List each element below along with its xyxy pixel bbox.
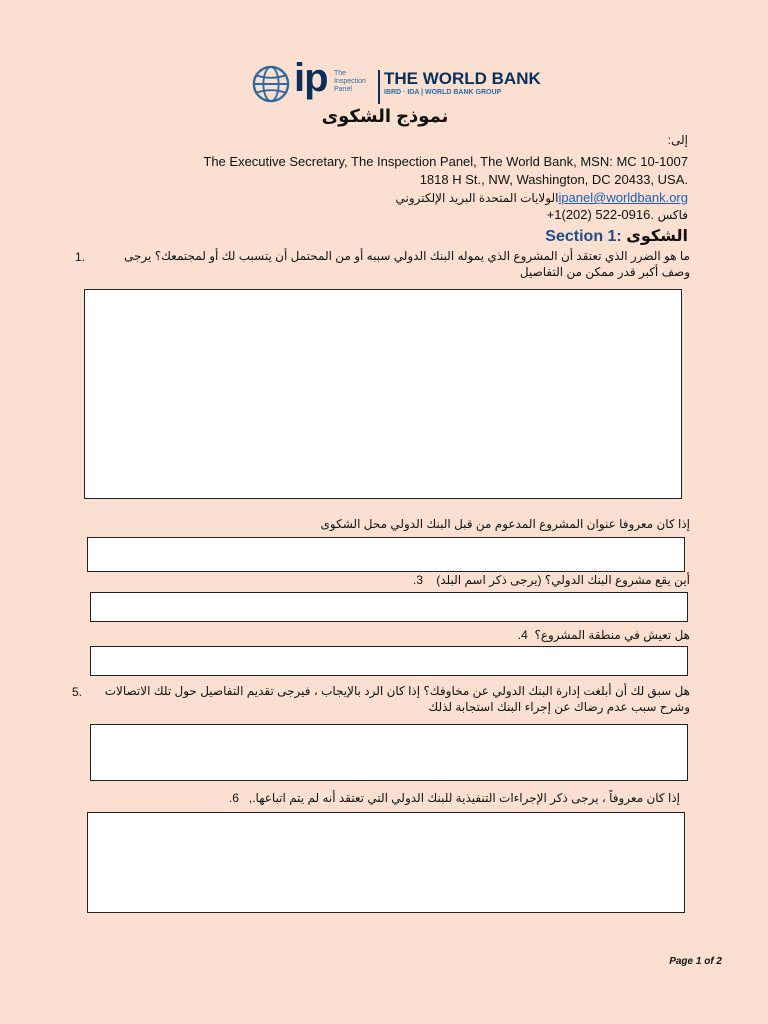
ip-mark: ip bbox=[294, 56, 328, 100]
question-6-text: إذا كان معروفاً ، يرجى ذكر الإجراءات التنفيذية للبنك الدولي التي تعتقد أنه لم يتم اتباعها., bbox=[248, 791, 680, 805]
email-label: الولايات المتحدة البريد الإلكتروني bbox=[395, 191, 559, 205]
question-2-text: إذا كان معروفا عنوان المشروع المدعوم من قبل البنك الدولي محل الشكوى bbox=[320, 517, 690, 531]
question-6 bbox=[100, 790, 690, 806]
address-line-2: 1818 H St., NW, Washington, DC 20433, USA. bbox=[419, 172, 688, 187]
form-title: نموذج الشكوى bbox=[321, 106, 449, 126]
fax-number: +1(202) 522-0916. bbox=[546, 207, 654, 222]
world-bank-subtitle: IBRD · IDA | WORLD BANK GROUP bbox=[384, 89, 502, 96]
question-5-text: هل سبق لك أن أبلغت إدارة البنك الدولي عن مخاوفك؟ إذا كان الرد بالإيجاب ، فيرجى تقديم التفاصيل حول تلك الاتصالات وشرح سبب عدم رضاك عن إجراء البنك استجابة لذلك bbox=[104, 684, 690, 714]
to-label: إلى: bbox=[667, 133, 688, 147]
ip-subtitle: The Inspection Panel bbox=[334, 70, 366, 93]
question-6-number: 6. bbox=[228, 791, 239, 805]
address-line-1: The Executive Secretary, The Inspection Panel, The World Bank, MSN: MC 10-1007 bbox=[203, 154, 688, 169]
email-link[interactable]: ipanel@worldbank.org bbox=[558, 190, 688, 205]
fax-label: فاكس bbox=[657, 208, 688, 222]
world-bank-logo bbox=[252, 56, 541, 108]
globe-icon bbox=[252, 65, 290, 103]
question-3 bbox=[100, 572, 690, 588]
fax-line bbox=[547, 207, 688, 222]
question-4-text: هل تعيش في منطقة المشروع؟ bbox=[534, 628, 690, 642]
answer-3-field[interactable] bbox=[90, 592, 688, 622]
logo-divider bbox=[378, 70, 380, 104]
answer-1-field[interactable] bbox=[84, 289, 682, 499]
page-number: Page 1 of 2 bbox=[669, 956, 722, 967]
email-line bbox=[396, 190, 688, 205]
question-4 bbox=[100, 627, 690, 643]
question-1-text: ما هو الضرر الذي تعتقد أن المشروع الذي يموله البنك الدولي سببه أو من المحتمل أن يتسبب لك أو لمجتمعك؟ يرجى وصف أكبر قدر ممكن من التفاصيل bbox=[123, 249, 690, 279]
section-label-ar: الشكوى bbox=[626, 228, 688, 245]
question-4-number: 4. bbox=[517, 628, 528, 642]
question-5-number: 5. bbox=[72, 685, 83, 699]
answer-5-field[interactable] bbox=[90, 724, 688, 781]
answer-4-field[interactable] bbox=[90, 646, 688, 676]
question-1-number: 1. bbox=[75, 250, 86, 264]
section-heading bbox=[545, 226, 688, 246]
answer-6-field[interactable] bbox=[87, 812, 685, 913]
answer-2-field[interactable] bbox=[87, 537, 685, 572]
world-bank-title: THE WORLD BANK bbox=[384, 69, 541, 88]
question-3-number: 3. bbox=[412, 573, 423, 587]
section-label-en: Section 1: bbox=[545, 228, 622, 245]
question-3-text: أين يقع مشروع البنك الدولي؟ (يرجى ذكر اسم البلد) bbox=[436, 573, 690, 587]
